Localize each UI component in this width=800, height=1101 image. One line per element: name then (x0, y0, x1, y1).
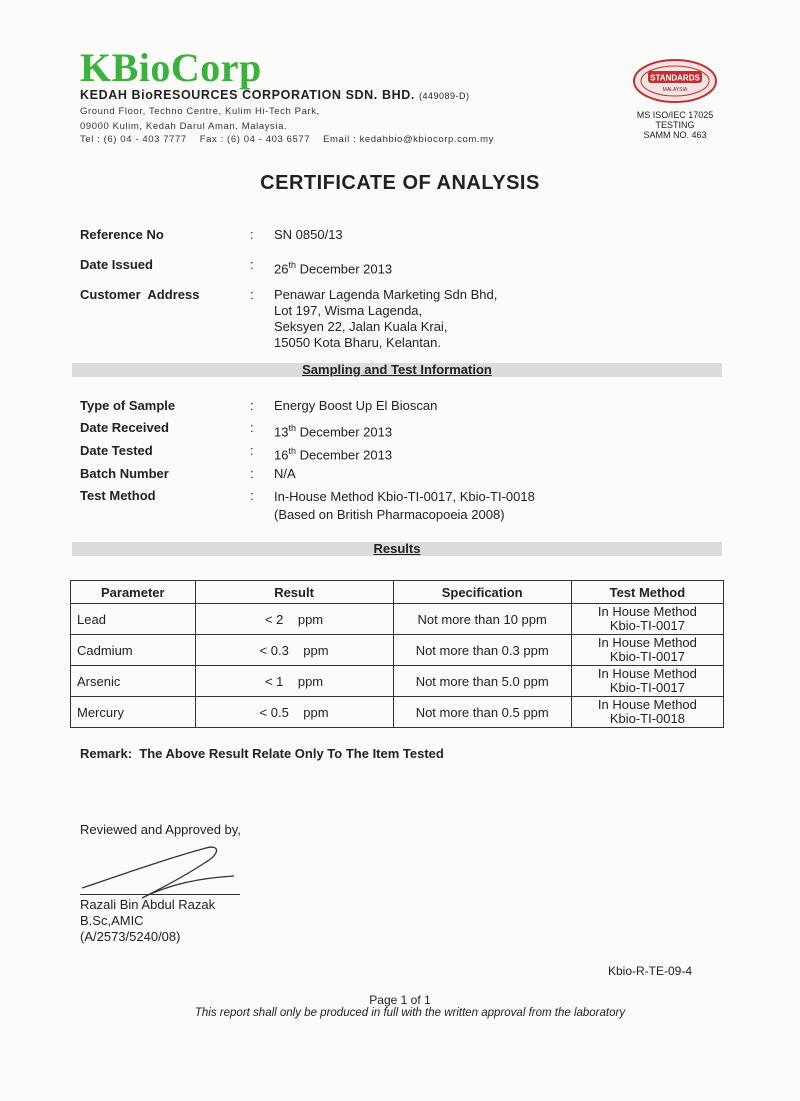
table-row (71, 697, 724, 728)
date-tested-label: Date Tested (80, 443, 153, 458)
method-line: Kbio-TI-0017 (609, 649, 685, 664)
method-line: In House Method (597, 604, 697, 619)
signature-image (78, 840, 248, 900)
signer-qualification: B.Sc,AMIC (80, 913, 144, 928)
accreditation-standard: MS ISO/IEC 17025 (636, 110, 714, 120)
customer-address-label: Customer Address (80, 287, 200, 302)
result-cell: < 0.5 ppm (195, 697, 393, 728)
results-section-title: Results (373, 541, 421, 556)
test-method-label: Test Method (80, 488, 156, 503)
company-logo: KBioCorp (80, 45, 262, 90)
column-header: Parameter (71, 581, 196, 604)
customer-address-line: 15050 Kota Bharu, Kelantan. (274, 335, 441, 350)
table-row (71, 604, 724, 635)
accreditation-block (620, 110, 730, 140)
table-header-row (71, 581, 724, 604)
method-line: Kbio-TI-0018 (609, 711, 685, 726)
colon: : (250, 257, 254, 272)
batch-number-label: Batch Number (80, 466, 169, 481)
document-title: CERTIFICATE OF ANALYSIS (260, 172, 540, 194)
colon: : (250, 466, 254, 481)
reference-label: Reference No (80, 227, 164, 242)
specification-cell: Not more than 5.0 ppm (393, 666, 571, 697)
method-line: In House Method (597, 635, 697, 650)
signer-name: Razali Bin Abdul Razak (80, 897, 216, 912)
accreditation-type: TESTING (655, 120, 695, 130)
column-header: Result (195, 581, 393, 604)
result-cell: < 0.3 ppm (195, 635, 393, 666)
company-reg-no: (449089-D) (418, 91, 470, 101)
method-cell (571, 666, 723, 697)
colon: : (250, 287, 254, 302)
table-row (71, 666, 724, 697)
method-cell (571, 635, 723, 666)
sample-type-label: Type of Sample (80, 398, 176, 413)
page-number: Page 1 of 1 (369, 993, 431, 1007)
approval-label: Reviewed and Approved by, (80, 822, 241, 837)
parameter-cell: Mercury (71, 697, 196, 728)
company-name (80, 88, 470, 102)
accreditation-number: SAMM NO. 463 (643, 130, 707, 140)
specification-cell: Not more than 10 ppm (393, 604, 571, 635)
method-line: In House Method (597, 697, 697, 712)
batch-number-value: N/A (274, 466, 296, 481)
parameter-cell: Arsenic (71, 666, 196, 697)
signer-registration: (A/2573/5240/08) (80, 929, 181, 944)
stamp-text: STANDARDS (650, 73, 700, 83)
sampling-section-title: Sampling and Test Information (302, 362, 492, 377)
date-issued-value: 26th December 2013 (274, 260, 393, 277)
colon: : (250, 420, 254, 435)
customer-address-line: Seksyen 22, Jalan Kuala Krai, (274, 319, 448, 334)
company-name-text: KEDAH BioRESOURCES CORPORATION SDN. BHD. (80, 88, 415, 102)
colon: : (250, 488, 254, 503)
customer-address-line: Lot 197, Wisma Lagenda, (274, 303, 423, 318)
signature-line (80, 894, 240, 895)
specification-cell: Not more than 0.5 ppm (393, 697, 571, 728)
test-method-line: (Based on British Pharmacopoeia 2008) (274, 507, 505, 522)
colon: : (250, 227, 254, 242)
customer-address-value (274, 287, 497, 351)
result-cell: < 1 ppm (195, 666, 393, 697)
results-table (70, 580, 724, 728)
result-cell: < 2 ppm (195, 604, 393, 635)
specification-cell: Not more than 0.3 ppm (393, 635, 571, 666)
colon: : (250, 398, 254, 413)
customer-address-line: Penawar Lagenda Marketing Sdn Bhd, (274, 287, 498, 302)
column-header: Test Method (571, 581, 723, 604)
test-method-value (274, 488, 535, 524)
footer-note: This report shall only be produced in full with the written approval from the laboratory (194, 1007, 626, 1019)
stamp-subtext: MALAYSIA (662, 87, 688, 93)
table-row (71, 635, 724, 666)
parameter-cell: Lead (71, 604, 196, 635)
remark-text: Remark: The Above Result Relate Only To The Item Tested (80, 746, 444, 761)
document-reference-code: Kbio-R-TE-09-4 (608, 964, 693, 978)
address-line-1: Ground Floor, Techno Centre, Kulim Hi-Tech Park, (80, 106, 320, 117)
reference-value: SN 0850/13 (274, 227, 343, 242)
date-tested-value: 16th December 2013 (274, 446, 393, 463)
parameter-cell: Cadmium (71, 635, 196, 666)
test-method-line: In-House Method Kbio-TI-0017, Kbio-TI-0018 (274, 489, 535, 504)
method-cell (571, 604, 723, 635)
contact-line: Tel : (6) 04 - 403 7777 Fax : (6) 04 - 403 6577 Email : kedahbio@kbiocorp.com.my (80, 134, 494, 145)
method-line: In House Method (597, 666, 697, 681)
date-received-label: Date Received (80, 420, 169, 435)
date-received-value: 13th December 2013 (274, 423, 393, 440)
address-line-2: 09000 Kulim, Kedah Darul Aman, Malaysia. (80, 121, 288, 132)
standards-malaysia-stamp (632, 58, 718, 104)
sample-type-value: Energy Boost Up El Bioscan (274, 398, 438, 413)
method-line: Kbio-TI-0017 (609, 618, 685, 633)
colon: : (250, 443, 254, 458)
method-cell (571, 697, 723, 728)
date-issued-label: Date Issued (80, 257, 153, 272)
method-line: Kbio-TI-0017 (609, 680, 685, 695)
column-header: Specification (393, 581, 571, 604)
